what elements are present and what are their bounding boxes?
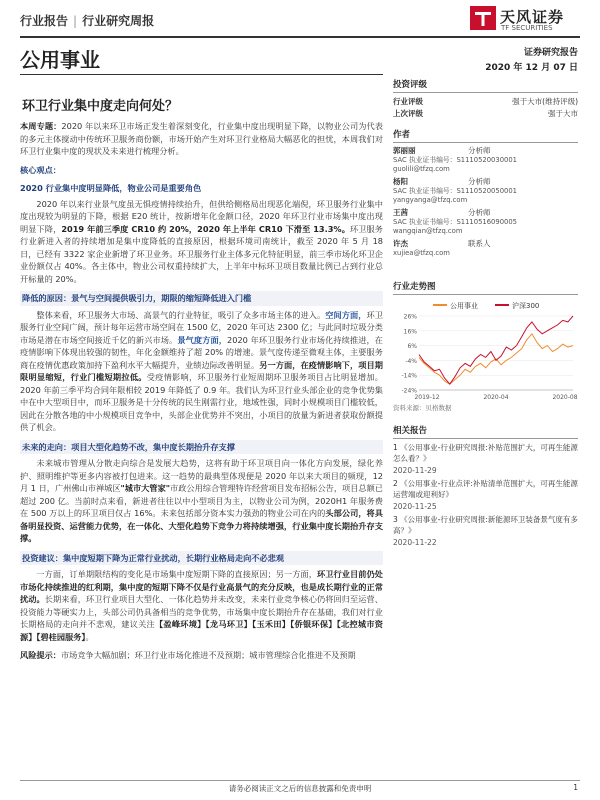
p4-text-c: 长期来看，环卫行业项目大型化、一体化趋势并未改变，未来行业竞争核心仍将回归至运营、投资能力等硬实力上，头部公司仍具备相当的竞争优势，市场集中度长期抬升存在基础，我们对行业长期格局的走向并不悲观，建议关注: [20, 594, 383, 629]
p2-text-c: 环卫服务行业空间广阔，预计每年运营市场空间在 1500 亿，2020 年可达 2300 亿；与此同时垃圾分类市场是潜在市场空间接近千亿的新兴市场。: [20, 309, 383, 345]
p4-text-d: 【盈峰环境】【龙马环卫】【玉禾田】【侨银环保】【北控城市资源】【碧桂园服务】: [20, 619, 383, 642]
core-label: 核心观点：: [20, 164, 61, 175]
report-date: 2020 年 12 月 07 日: [485, 63, 578, 73]
section-heading-investment: 投资建议：集中度短期下降为正常行业扰动，长期行业格局走向不必悲观: [20, 551, 383, 566]
p1-text-c: 环卫服务行业新进入者的持续增加是集中度降低的直接原因，根据环境司南统计，截至 2020 年 5 月 18 日，已经有 3322 家企业新增了环卫业务。环卫服务行业主体多元化特征明显，前三季市场化环卫企业份额仅占 40%。各主体中，物业公司权重持续扩大，上半年中标环卫项目数量比例已占到行业总开标量的 20%。: [20, 223, 383, 284]
author-name: 郭丽丽: [393, 146, 416, 155]
paragraph-2: [20, 309, 383, 434]
related-report[interactable]: 1 《公用事业-行业研究周报:补贴范围扩大，可再生能源怎么看？》: [393, 443, 578, 463]
header-separator: |: [73, 14, 78, 28]
paragraph-3: [20, 457, 383, 545]
y-tick-label: -4%: [405, 357, 417, 365]
chart-source: 资料来源：贝格数据: [393, 404, 452, 412]
author-email[interactable]: xujiea@tfzq.com: [393, 249, 450, 257]
intro-paragraph: [20, 120, 383, 158]
series-line: [419, 334, 573, 384]
legend-label: 公用事业: [450, 302, 478, 310]
p3-text-a: 未来城市管理从分散走向综合是发展大趋势，这将有助于环卫项目向一体化方向发展，绿化养护、照明维护等更多内容被打包进来。这一趋势的最典型体现便是 2020 年以来大项目的频现，12 月 1 日，广州佛山市禅城区: [20, 458, 383, 493]
p2-text-g: 受疫情影响，环卫服务行业短周期环卫服务项目占比明显增加。2020 年前三季平均合同年限相较 2019 年降低了 0.9 年。我们认为环卫行业头部企业的竞争优势集中在中大型项目中，而环卫服务是十分传统的民生刚需行业，地域性强，同时小规模项目门槛较低，因此在分散各地的中小规模项目竞争中，头部企业优势并不突出，小项目的放量为新进者获取份额提供了机会。: [20, 372, 383, 432]
y-tick-label: 6%: [407, 343, 417, 351]
sector-rule: [20, 74, 383, 75]
report-category: 行业报告: [20, 14, 69, 28]
y-tick-label: -14%: [401, 372, 417, 380]
intro-label: 本周专题：: [20, 121, 62, 131]
p3-text-c: 市政公用综合管理特许经营项目发布招标公告，项目总额已超过 200 亿。当前时点来看，新进者往往以中小型项目为主，以物业公司为例，2020H1 年服务费在 500 万以上的环卫项目仅占 16%。未来包括部分资本实力强劲的物业公司在内的: [20, 483, 383, 518]
author-name: 杨阳: [393, 177, 408, 186]
paragraph-1: [20, 198, 383, 286]
p4-text-e: 。: [85, 631, 94, 642]
paragraph-4: [20, 568, 383, 643]
author-entry: [393, 177, 578, 205]
p1-text-a: 2020 年以来行业景气度虽无惧疫情持续抬升，但供给侧格局出现恶化端倪，环卫服务行业集中度出现较为明显的下降，根据 E20 统计，按新增年化金额口径，2020 年环卫行业市场集中度出现明显下降，: [20, 198, 383, 234]
footer-disclaimer[interactable]: 请务必阅读正文之后的信息披露和免责申明: [228, 784, 372, 793]
p3-text-b: "城市大管家": [120, 483, 171, 493]
related-report[interactable]: 3 《公用事业-行业研究周报:新能源环卫装备景气度有多高？》: [393, 515, 578, 535]
report-type: 证券研究报告: [523, 48, 578, 58]
author-sac: SAC 执业证书编号：S1110520030001: [393, 156, 517, 164]
author-entry: [393, 208, 578, 236]
rating-label: 行业评级: [393, 97, 423, 106]
p4-text-a: 一方面，订单期限结构的变化是市场集中度短期下降的直接原因；另一方面，: [36, 569, 318, 579]
footer-rule: [20, 780, 580, 781]
p2-text-f: 另一方面，在疫情影响下，项目期限明显缩短，行业门槛短期拉低。: [20, 359, 383, 382]
author-role: 分析师: [468, 208, 491, 217]
rating-heading: 投资评级: [393, 78, 578, 93]
author-entry: [393, 239, 578, 258]
author-email[interactable]: guolili@tfzq.com: [393, 165, 450, 173]
related-heading: 相关报告: [393, 424, 578, 439]
author-role: 分析师: [468, 177, 491, 186]
sector-title: 公用事业: [20, 48, 100, 72]
trend-heading: 行业走势图: [393, 280, 578, 295]
x-tick-label: 2019-12: [414, 394, 440, 401]
report-title: 环卫行业集中度走向何处？: [22, 99, 179, 114]
page-number: 1: [573, 783, 578, 792]
logo-mark-icon: [470, 6, 496, 30]
x-tick-label: 2020-08: [552, 394, 578, 401]
y-tick-label: 26%: [403, 313, 417, 321]
p2-text-e: 2020 年环卫服务行业市场化持续推进，在疫情影响下体现出较强的韧性，年化金额维持了超 20% 的增速。景气度传递至微观主体，主要服务商在疫情优惠政策加持下盈利水平大幅提升，业绩边际改善明显。: [20, 334, 383, 370]
author-sac: SAC 执业证书编号：S1110520050001: [393, 187, 517, 195]
author-role: 联系人: [468, 239, 491, 248]
x-tick-label: 2020-04: [483, 394, 509, 401]
logo-text-cn: 天风证券: [500, 8, 565, 26]
related-date: 2020-11-22: [393, 538, 437, 547]
prev-rating-value: 强于大市: [548, 109, 578, 118]
main-content: [20, 120, 383, 668]
rating-row: [393, 96, 578, 108]
company-logo: [470, 4, 588, 34]
legend-label: 沪深300: [512, 302, 540, 310]
p4-text-b: 环卫行业目前仍处市场化持续推进的红利期，集中度的短期下降不仅是行业高景气的充分反映，也是成长期行业的正常扰动。: [20, 569, 383, 604]
author-email[interactable]: yangyanga@tfzq.com: [393, 196, 468, 204]
sidebar: [393, 78, 578, 550]
author-role: 分析师: [468, 146, 491, 155]
author-sac: SAC 执业证书编号：S1110516090005: [393, 218, 517, 226]
related-date: 2020-11-29: [393, 466, 437, 475]
rating-value: 强于大市(维持评级): [512, 97, 578, 106]
core-subheading: 2020 行业集中度明显降低，物业公司是重要角色: [20, 183, 202, 193]
p2-text-a: 整体来看，环卫服务大市场、高景气的行业特征，吸引了众多市场主体的进入。: [36, 309, 326, 320]
p2-text-d: 景气度方面，: [177, 334, 228, 345]
author-entry: [393, 146, 578, 174]
p3-text-d: 头部公司，将具备明显投资、运营能力优势，在一体化、大型化趋势下竞争力将持续增强，行业集中度长期抬升存支撑。: [20, 508, 383, 543]
author-name: 许杰: [393, 239, 408, 248]
risk-label: 风险提示：: [20, 650, 61, 660]
prev-rating-row: [393, 108, 578, 120]
header-rule: [20, 36, 580, 38]
section-heading-future: 未来的走向：项目大型化趋势不改，集中度长期抬升存支撑: [20, 440, 383, 455]
p2-text-b: 空间方面，: [325, 309, 367, 320]
y-tick-label: 16%: [403, 328, 417, 336]
header-label: [20, 12, 154, 29]
y-tick-label: -24%: [401, 387, 417, 395]
author-name: 王茜: [393, 208, 408, 217]
author-heading: 作者: [393, 128, 578, 143]
trend-chart: [393, 298, 578, 403]
p1-text-b: 2019 年前三季度 CR10 约 20%，2020 年上半年 CR10 下滑至 13.3%。: [61, 223, 350, 234]
series-line: [419, 316, 573, 384]
trend-chart-svg: [393, 298, 578, 403]
related-date: 2020-11-25: [393, 502, 437, 511]
report-subcategory: 行业研究周报: [82, 14, 155, 28]
section-heading-reasons: 降低的原因：景气与空间提供吸引力，期限的缩短降低进入门槛: [20, 291, 383, 306]
risk-paragraph: [20, 649, 383, 662]
related-report[interactable]: 2 《公用事业-行业点评:补贴清单范围扩大，可再生能源运营端或迎利好》: [393, 479, 578, 499]
risk-text: 市场竞争大幅加剧；环卫行业市场化推进不及预期；城市管理综合化推进不及预期: [60, 650, 356, 660]
logo-text-en: TF SECURITIES: [501, 24, 553, 32]
intro-text: 2020 年以来环卫市场正发生着深刻变化，行业集中度出现明显下降，以物业公司为代表的多元主体搅动中传统环卫服务商份额，市场开始产生对环卫行业格局大幅恶化的担忧，本周我们对环卫行业集中度的现状及未来进行梳理分析。: [20, 121, 383, 156]
prev-rating-label: 上次评级: [393, 109, 423, 118]
author-email[interactable]: wangqian@tfzq.com: [393, 227, 463, 235]
